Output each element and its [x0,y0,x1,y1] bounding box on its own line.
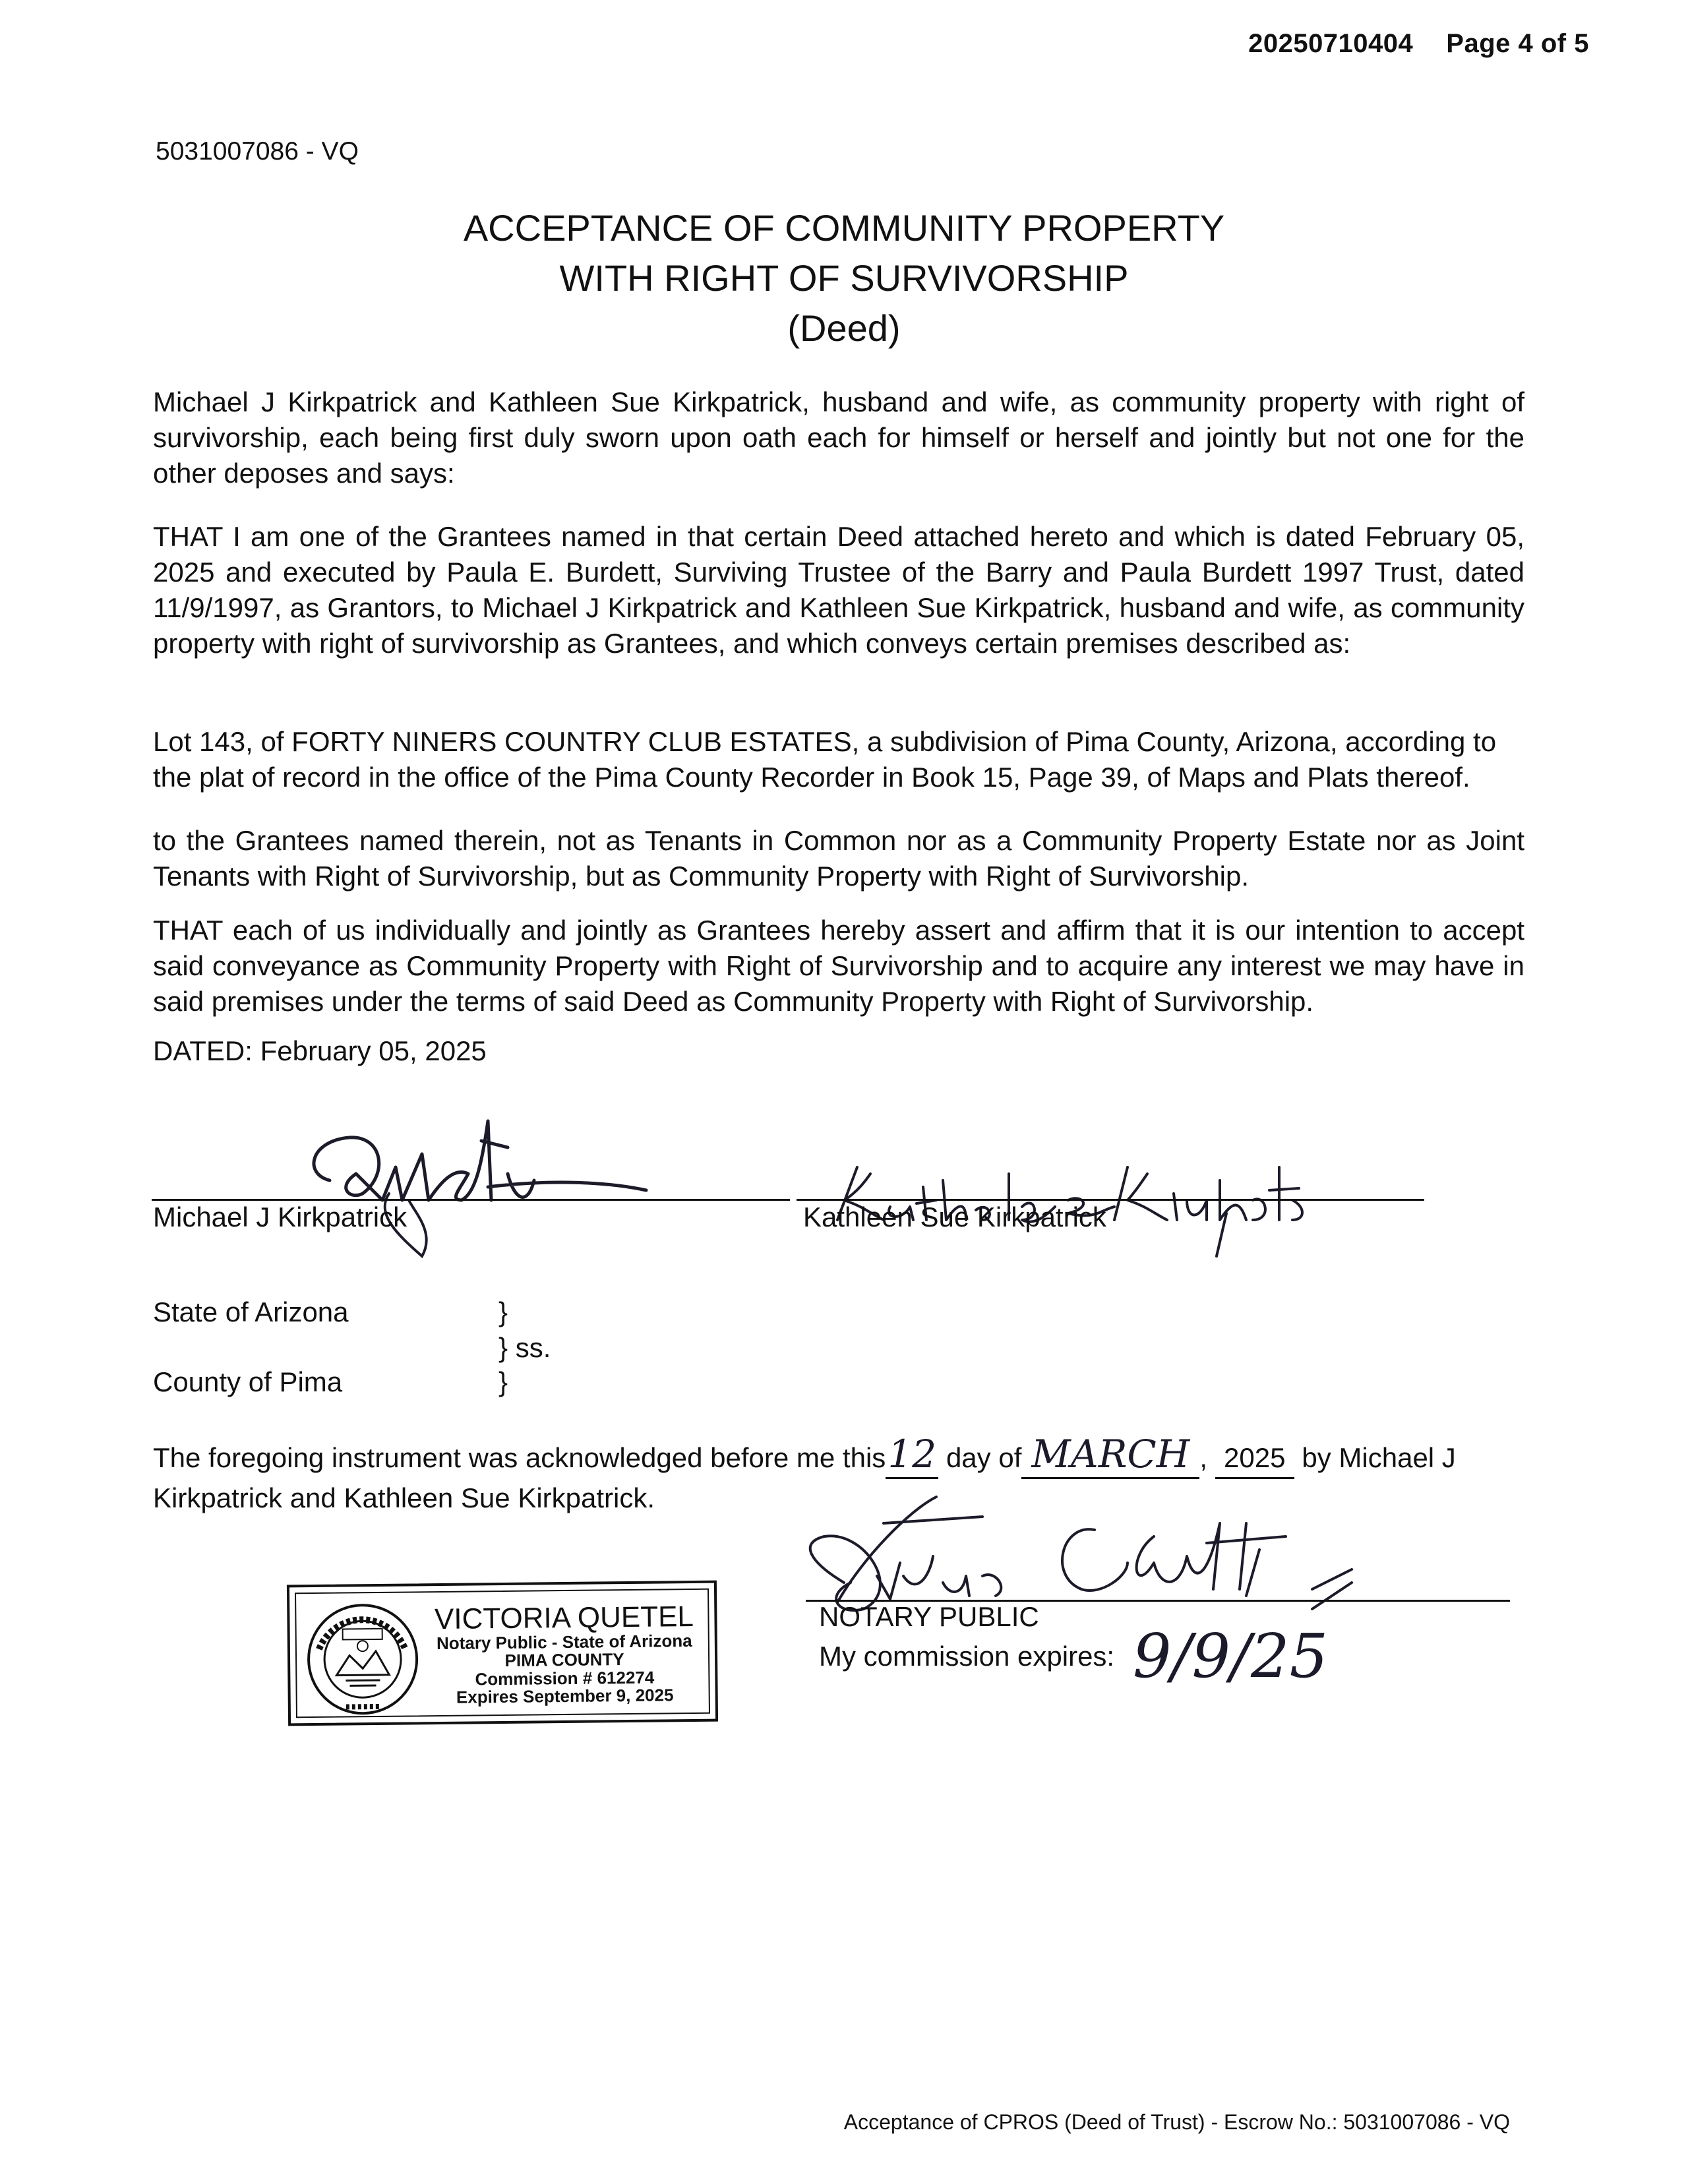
ack-text-3: by Michael J Kirkpatrick and Kathleen Sue Kirkpatrick. [153,1442,1456,1513]
document-number: 20250710404 [1248,29,1414,58]
ack-month-handwritten: MARCH [1031,1432,1190,1476]
venue-state: State of Arizona [153,1296,349,1327]
stamp-notary-name: VICTORIA QUETEL [434,1600,694,1636]
recording-header [1248,29,1589,59]
paragraph-deed-reference: THAT I am one of the Grantees named in that certain Deed attached hereto and which is dated February 05, 2025 and executed by Paula E. Burdett, Surviving Trustee of the Barry and Paula Burdett 1997 Trust, dated 11/9/1997, as Grantors, to Michael J Kirkpatrick and Kathleen Sue Kirkpatrick, husband and wife, as community property with right of survivorship as Grantees, and which conveys certain premises described as: [153,521,1524,659]
stamp-county: PIMA COUNTY [504,1649,624,1671]
title-line-1: ACCEPTANCE OF COMMUNITY PROPERTY [463,207,1225,249]
arizona-seal-icon [305,1602,420,1716]
ack-month-blank [1021,1432,1199,1479]
stamp-expiration: Expires September 9, 2025 [456,1685,674,1707]
commission-expires-label: My commission expires: [819,1641,1115,1672]
ack-text-1: The foregoing instrument was acknowledged before me this [153,1442,886,1473]
signature-line-michael [152,1199,790,1201]
signer-name-michael: Michael J Kirkpatrick [153,1201,407,1232]
stamp-notary-title: Notary Public - State of Arizona [436,1631,692,1654]
venue-ss: } ss. [498,1332,551,1363]
document-title [0,203,1688,353]
paragraph-affiants: Michael J Kirkpatrick and Kathleen Sue Kirkpatrick, husband and wife, as community property with right of survivorship, each being first duly sworn upon oath each for himself or herself and jointly but not one for the other deposes and says: [153,386,1524,489]
ack-year: 2025 [1224,1442,1286,1473]
venue-county: County of Pima [153,1366,343,1397]
paragraph-affirmation: THAT each of us individually and jointly as Grantees hereby assert and affirm that it is our intention to accept said conveyance as Community Property with Right of Survivorship and to acquire any interest we may have in said premises under the terms of said Deed as Community Property with Right of Survivorship. [153,915,1524,1017]
ack-text-2: day of [946,1442,1022,1473]
signature-line-kathleen [797,1199,1424,1201]
commission-expires-handwritten: 9/9/25 [1133,1621,1329,1691]
title-line-2: WITH RIGHT OF SURVIVORSHIP [559,257,1129,299]
title-line-3: (Deed) [787,307,901,349]
ack-year-blank [1215,1439,1294,1479]
signature-kathleen [818,1128,1319,1259]
venue-brace-bottom: } [498,1366,508,1397]
ack-day-handwritten: 12 [888,1432,937,1476]
notary-stamp-border [295,1589,710,1718]
signature-michael [290,1101,659,1259]
ack-day-blank [886,1432,938,1479]
paragraph-vesting: to the Grantees named therein, not as Tenants in Common nor as a Community Property Estate nor as Joint Tenants with Right of Survivorship, but as Community Property with Right of Survivorship. [153,825,1524,892]
notary-stamp-text [425,1602,704,1707]
paragraph-legal-description: Lot 143, of FORTY NINERS COUNTRY CLUB ESTATES, a subdivision of Pima County, Arizona, according to the plat of record in the office of the Pima County Recorder in Book 15, Page 39, of Maps and Plats thereof. [153,726,1497,793]
page-footer: Acceptance of CPROS (Deed of Trust) - Escrow No.: 5031007086 - VQ [843,2110,1510,2134]
page-indicator: Page 4 of 5 [1446,29,1589,58]
notary-public-label: NOTARY PUBLIC [819,1601,1039,1632]
venue-brace-top: } [498,1296,508,1327]
ack-comma: , [1199,1442,1208,1473]
notary-stamp [287,1581,718,1726]
signer-name-kathleen: Kathleen Sue Kirkpatrick [803,1201,1106,1232]
stamp-commission-number: Commission # 612274 [475,1667,655,1689]
escrow-reference: 5031007086 - VQ [156,137,359,166]
dated-line: DATED: February 05, 2025 [153,1035,487,1066]
